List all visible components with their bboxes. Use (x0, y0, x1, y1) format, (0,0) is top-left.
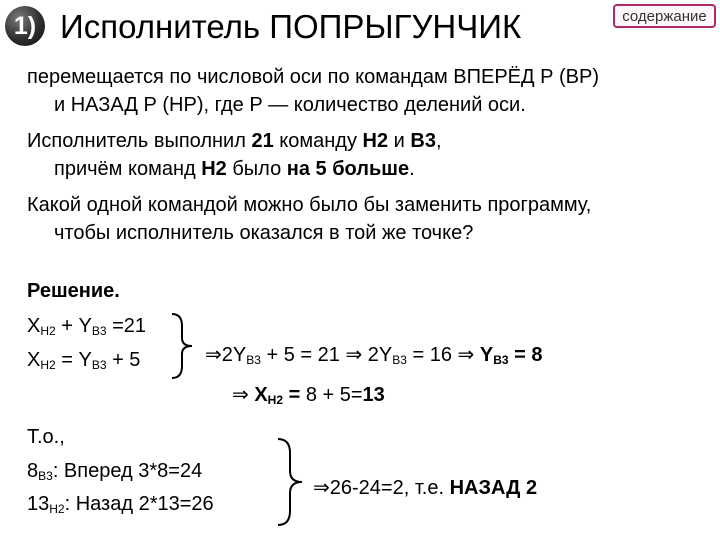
slide-number-badge: 1) (5, 6, 45, 46)
calc-forward (27, 457, 202, 485)
eq-text: + 5 (106, 349, 141, 371)
implies-icon: ⇒ (457, 344, 475, 366)
var-x: X (27, 349, 41, 371)
answer (313, 474, 537, 502)
subscript: В3 (392, 353, 407, 367)
implies-icon: ⇒ (205, 344, 222, 366)
implies-icon: ⇒ (345, 344, 363, 366)
right-brace-icon (276, 437, 306, 527)
derivation-1 (205, 341, 542, 369)
equation-1 (27, 312, 146, 340)
problem-text: команду (273, 130, 363, 152)
problem-text: было (226, 158, 287, 180)
therefore-text: Т.о., (27, 426, 65, 448)
problem-line-3 (27, 127, 442, 155)
problem-line-1: перемещается по числовой оси по командам ВПЕРЁД Р (ВР) (27, 66, 600, 88)
derivation-2 (232, 381, 385, 409)
calc-text: 8 (27, 460, 39, 482)
command-h2: Н2 (201, 158, 227, 180)
command-h2: Н2 (362, 130, 389, 152)
deriv-text: + 5 = 21 (260, 344, 346, 366)
y-result (474, 344, 542, 366)
problem-line-4 (54, 155, 415, 183)
eq-text: = Y (55, 349, 92, 371)
implies-icon: ⇒ (313, 477, 330, 499)
calc-text: 13 (27, 493, 50, 515)
deriv-text: = (283, 384, 306, 406)
problem-text: , (435, 130, 442, 152)
command-v3: В3 (410, 130, 436, 152)
deriv-text: 8 + 5= (305, 384, 363, 406)
contents-button[interactable]: содержание (613, 4, 716, 28)
eq-text: + Y (55, 315, 92, 337)
problem-text: причём команд (54, 158, 202, 180)
problem-text: Исполнитель выполнил (27, 130, 252, 152)
problem-line-5: Какой одной командой можно было бы заменить программу, (27, 194, 592, 216)
subscript: В3 (91, 324, 107, 338)
x-result-value: 13 (362, 384, 385, 406)
deriv-text: Y (474, 344, 494, 366)
more-by-five: на 5 больше (286, 158, 410, 180)
subscript: В3 (91, 358, 107, 372)
calc-text: : Назад 2*13=26 (64, 493, 214, 515)
solution-heading: Решение. (27, 280, 120, 302)
page-title: Исполнитель ПОПРЫГУНЧИК (60, 8, 522, 45)
subscript: В3 (38, 469, 53, 483)
equation-2 (27, 346, 140, 374)
problem-text: и (388, 130, 411, 152)
subscript: В3 (493, 353, 509, 367)
var-x: X (27, 315, 41, 337)
subscript: Н2 (267, 393, 284, 407)
x-result-var (249, 384, 306, 406)
answer-text: 26-24=2, т.е. (329, 477, 450, 499)
subscript: В3 (246, 353, 261, 367)
eq-text: =21 (106, 315, 146, 337)
answer-command: НАЗАД 2 (449, 477, 538, 499)
deriv-text: = 16 (406, 344, 458, 366)
deriv-text: 2Y (221, 344, 247, 366)
calc-back (27, 490, 214, 518)
subscript: Н2 (40, 358, 56, 372)
deriv-text: 2Y (362, 344, 393, 366)
problem-line-2: и НАЗАД Р (НР), где Р — количество делений оси. (54, 94, 526, 116)
right-brace-icon (170, 312, 196, 380)
deriv-text: = 8 (508, 344, 543, 366)
subscript: Н2 (40, 324, 56, 338)
problem-text: . (409, 158, 415, 180)
command-count: 21 (251, 130, 274, 152)
subscript: Н2 (49, 502, 65, 516)
deriv-text: X (248, 384, 268, 406)
implies-icon: ⇒ (232, 384, 249, 406)
calc-text: : Вперед 3*8=24 (52, 460, 203, 482)
problem-line-6: чтобы исполнитель оказался в той же точке? (54, 222, 474, 244)
